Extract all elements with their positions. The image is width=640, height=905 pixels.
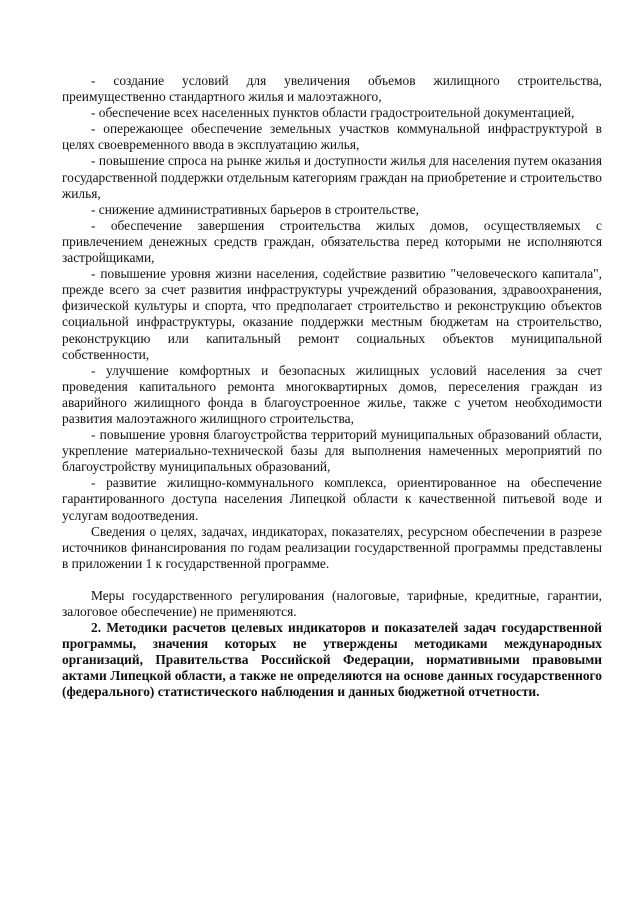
goal-item-housing-conditions: - улучшение комфортных и безопасных жилищных условий населения за счет проведения капитального ремонта многоквартирных домов, переселения граждан из аварийного жилищного фонда в благоустроенное жилье, также с учетом необходимости развития малоэтажного жилищного строительства,: [62, 362, 602, 426]
regulation-measures-paragraph: Меры государственного регулирования (налоговые, тарифные, кредитные, гарантии, залоговое обеспечение) не применяются.: [62, 587, 602, 619]
goal-item-housing-construction: - создание условий для увеличения объемов жилищного строительства, преимущественно стандартного жилья и малоэтажного,: [62, 73, 602, 105]
goal-item-admin-barriers: - снижение административных барьеров в строительстве,: [91, 201, 419, 217]
goal-item-land-infrastructure: - опережающее обеспечение земельных участков коммунальной инфраструктурой в целях своевременного ввода в эксплуатацию жилья,: [62, 121, 602, 153]
goal-item-urban-planning-docs: - обеспечение всех населенных пунктов области градостроительной документацией,: [91, 105, 575, 121]
document-page: [62, 73, 602, 701]
goal-item-landscaping: - повышение уровня благоустройства территорий муниципальных образований области, укрепление материально-технической базы для выполнения намеченных мероприятий по благоустройству муниципальных образований,: [62, 427, 602, 475]
goal-item-unfinished-houses: - обеспечение завершения строительства жилых домов, осуществляемых с привлечением денежных средств граждан, обязательства перед которыми не исполняются застройщиками,: [62, 217, 602, 266]
info-paragraph-appendix: Сведения о целях, задачах, индикаторах, показателях, ресурсном обеспечении в разрезе источников финансирования по годам реализации государственной программы представлены в приложении 1 к государственной программе.: [62, 523, 602, 571]
goal-item-housing-demand: - повышение спроса на рынке жилья и доступности жилья для населения путем оказания государственной поддержки отдельным категориям граждан на приобретение и строительство жилья,: [62, 153, 602, 201]
goal-item-utilities: - развитие жилищно-коммунального комплекса, ориентированное на обеспечение гарантированного доступа населения Липецкой области к качественной питьевой воде и услугам водоотведения.: [62, 475, 602, 523]
section-heading: 2. Методики расчетов целевых индикаторов и показателей задач государственной программы, значения которых не утверждены методиками международных организаций, Правительства Российской Федерации, нормативными правовыми актами Липецкой области, а также не определяются на основе данных государственного (федерального) статистического наблюдения и данных бюджетной отчетности.: [62, 620, 602, 700]
goal-item-living-standards: - повышение уровня жизни населения, содействие развитию "человеческого капитала", прежде всего за счет развития инфраструктуры учреждений образования, здравоохранения, физической культуры и спорта, что предполагает строительство и реконструкцию объектов социальной инфраструктуры, оказание поддержки местным бюджетам на строительство, реконструкцию или капитальный ремонт социальных объектов муниципальной собственности,: [62, 266, 602, 362]
